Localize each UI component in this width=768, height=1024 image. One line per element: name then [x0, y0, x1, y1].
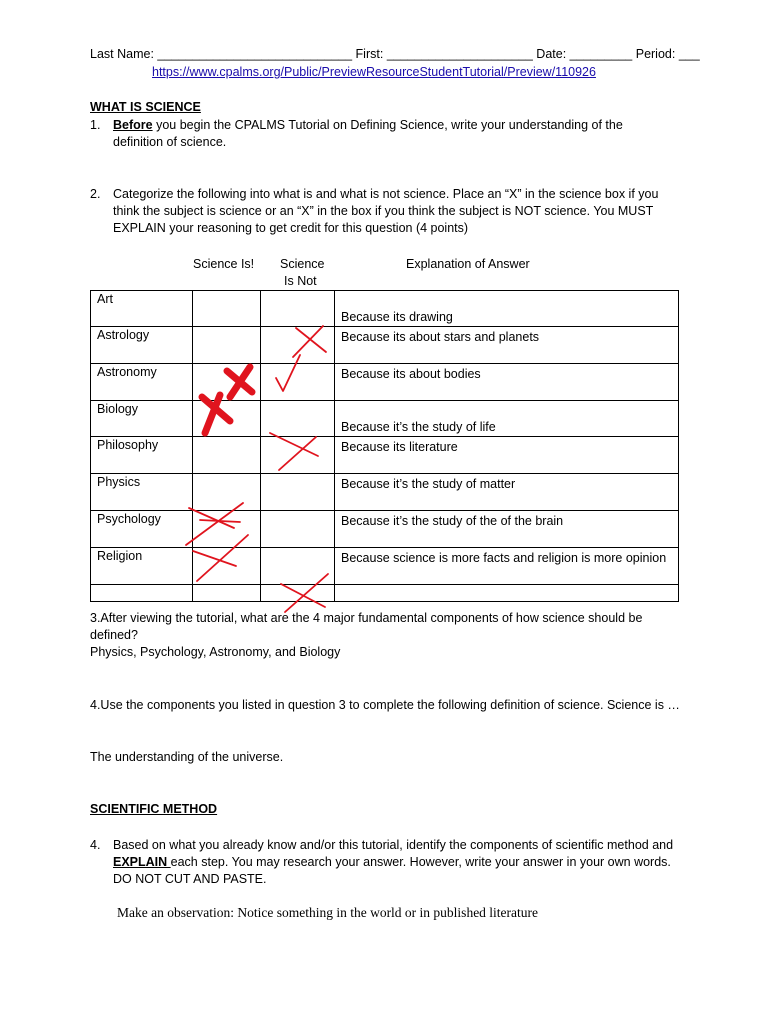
- explanation-cell[interactable]: Because science is more facts and religion is more opinion: [335, 548, 679, 585]
- explanation-cell[interactable]: Because its about bodies: [335, 364, 679, 401]
- col-header-explanation: Explanation of Answer: [406, 257, 530, 271]
- subject-cell: Astronomy: [91, 364, 193, 401]
- x-mark-biology-is: [202, 395, 230, 433]
- subject-cell: Art: [91, 291, 193, 327]
- explanation-cell[interactable]: Because its literature: [335, 437, 679, 474]
- question-3-answer[interactable]: Physics, Psychology, Astronomy, and Biology: [90, 645, 341, 659]
- date-field[interactable]: _________: [569, 47, 633, 61]
- period-label: Period:: [635, 47, 676, 61]
- x-mark-astronomy-is: [227, 367, 252, 397]
- col-header-science-is-not-1: Science: [280, 257, 325, 271]
- question-4-answer[interactable]: The understanding of the universe.: [90, 750, 284, 764]
- question-2-text: Categorize the following into what is and what is not science. Place an “X” in the science box if you think the subject is science or an “X” in the box if you think the subject is NOT science. You MUST EXPLAIN your reasoning to get credit for this question (4 points): [113, 187, 659, 235]
- first-name-field[interactable]: _____________________: [386, 47, 533, 61]
- question-4-text: 4.Use the components you listed in question 3 to complete the following definition of science. Science is …: [90, 698, 680, 712]
- sm-question-text: [113, 837, 675, 888]
- sm-question-text-a: Based on what you already know and/or this tutorial, identify the components of scientific method and: [113, 838, 674, 852]
- last-name-label: Last Name:: [90, 47, 154, 61]
- sm-question-text-b: each step. You may research your answer. However, write your answer in your own words. DO NOT CUT AND PASTE.: [113, 855, 671, 886]
- section-title-scientific-method: SCIENTIFIC METHOD: [90, 802, 218, 816]
- col-header-science-is-not-2: Is Not: [284, 274, 317, 288]
- explanation-cell[interactable]: Because its about stars and planets: [335, 327, 679, 364]
- x-mark-religion-is: [193, 535, 248, 581]
- tutorial-link[interactable]: https://www.cpalms.org/Public/PreviewResourceStudentTutorial/Preview/110926: [152, 65, 596, 79]
- sm-question-explain: EXPLAIN: [113, 855, 171, 869]
- subject-cell: Physics: [91, 474, 193, 511]
- x-mark-philosophy-not: [270, 433, 318, 470]
- subject-cell: Astrology: [91, 327, 193, 364]
- subject-cell: Psychology: [91, 511, 193, 548]
- explanation-cell[interactable]: Because it’s the study of the of the brain: [335, 511, 679, 548]
- period-field[interactable]: ___: [678, 47, 700, 61]
- first-name-label: First:: [355, 47, 384, 61]
- question-1-body: you begin the CPALMS Tutorial on Defining Science, write your understanding of the definition of science.: [113, 118, 623, 149]
- subject-cell: Biology: [91, 401, 193, 437]
- question-1-before: Before: [113, 118, 153, 132]
- subject-cell: Philosophy: [91, 437, 193, 474]
- sm-question-number: 4.: [90, 838, 101, 852]
- section-title-what-is-science: WHAT IS SCIENCE: [90, 100, 201, 114]
- question-3-text: 3.After viewing the tutorial, what are the 4 major fundamental components of how science should be defined?: [90, 611, 643, 642]
- x-mark-empty-row-not: [281, 574, 328, 612]
- last-name-field[interactable]: ____________________________: [157, 47, 353, 61]
- sm-answer-observation[interactable]: Make an observation: Notice something in the world or in published literature: [117, 905, 539, 920]
- subject-cell: Religion: [91, 548, 193, 585]
- explanation-cell[interactable]: Because it’s the study of life: [335, 401, 679, 437]
- x-mark-astrology-not: [293, 326, 326, 357]
- col-header-science-is: Science Is!: [193, 257, 255, 271]
- check-mark-astronomy-not: [276, 355, 300, 391]
- date-label: Date:: [536, 47, 567, 61]
- question-1-number: 1.: [90, 118, 101, 132]
- explanation-cell[interactable]: Because it’s the study of matter: [335, 474, 679, 511]
- question-2-number: 2.: [90, 187, 101, 201]
- explanation-cell[interactable]: Because its drawing: [335, 291, 679, 327]
- x-mark-psychology-is: [186, 503, 243, 545]
